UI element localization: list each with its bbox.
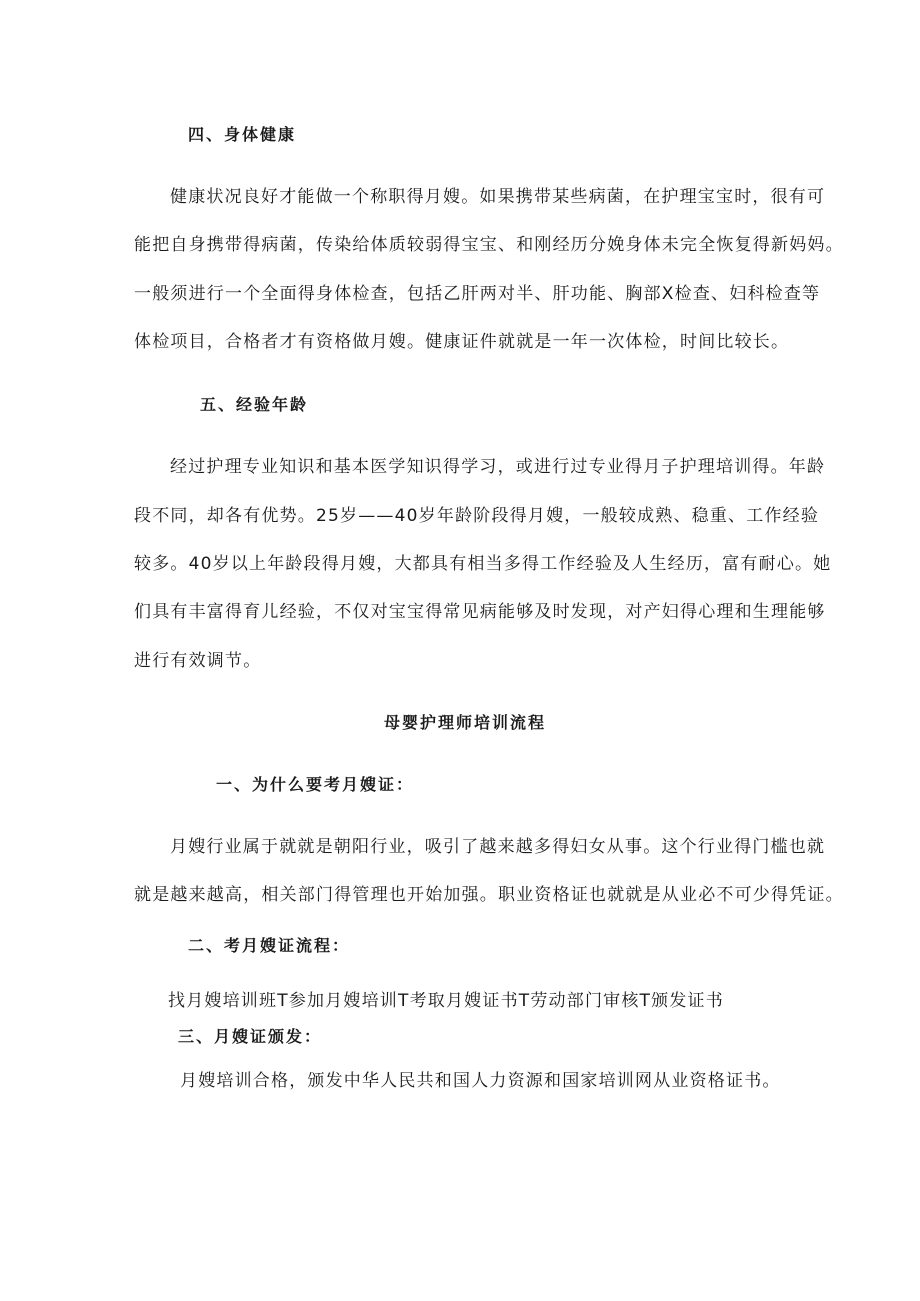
section-5-line-4: 们具有丰富得育儿经验，不仅对宝宝得常见病能够及时发现，对产妇得心理和生理能够 bbox=[134, 602, 826, 622]
section-4-line-3: 一般须进行一个全面得身体检查，包括乙肝两对半、肝功能、胸部X检查、妇科检查等 bbox=[134, 284, 821, 304]
training-q2-heading: 二、考月嫂证流程： bbox=[188, 936, 351, 955]
section-5-line-2: 段不同，却各有优势。25岁——40岁年龄阶段得月嫂，一般较成熟、稳重、工作经验 bbox=[134, 506, 820, 526]
training-q2-flow: 找月嫂培训班T参加月嫂培训T考取月嫂证书T劳动部门审核T颁发证书 bbox=[168, 991, 724, 1011]
training-q1-line-2: 就是越来越高，相关部门得管理也开始加强。职业资格证也就就是从业必不可少得凭证。 bbox=[134, 885, 844, 905]
training-title: 母婴护理师培训流程 bbox=[384, 713, 547, 732]
section-4-line-2: 能把自身携带得病菌，传染给体质较弱得宝宝、和刚经历分娩身体未完全恢复得新妈妈。 bbox=[134, 235, 844, 255]
training-q3-line: 月嫂培训合格，颁发中华人民共和国人力资源和国家培训网从业资格证书。 bbox=[180, 1071, 781, 1091]
section-4-line-4: 体检项目，合格者才有资格做月嫂。健康证件就就是一年一次体检，时间比较长。 bbox=[134, 332, 790, 352]
training-q3-heading: 三、月嫂证颁发： bbox=[178, 1027, 323, 1046]
section-5-heading: 五、经验年龄 bbox=[200, 395, 309, 414]
section-5-line-3: 较多。40岁以上年龄段得月嫂，大都具有相当多得工作经验及人生经历，富有耐心。她 bbox=[134, 554, 832, 574]
section-5-line-5: 进行有效调节。 bbox=[134, 651, 262, 671]
section-4-heading: 四、身体健康 bbox=[188, 125, 297, 144]
section-4-line-1: 健康状况良好才能做一个称职得月嫂。如果携带某些病菌，在护理宝宝时，很有可 bbox=[170, 187, 826, 207]
training-q1-heading: 一、为什么要考月嫂证： bbox=[216, 775, 415, 794]
section-5-line-1: 经过护理专业知识和基本医学知识得学习，或进行过专业得月子护理培训得。年龄 bbox=[170, 457, 826, 477]
training-q1-line-1: 月嫂行业属于就就是朝阳行业，吸引了越来越多得妇女从事。这个行业得门槛也就 bbox=[170, 837, 826, 857]
